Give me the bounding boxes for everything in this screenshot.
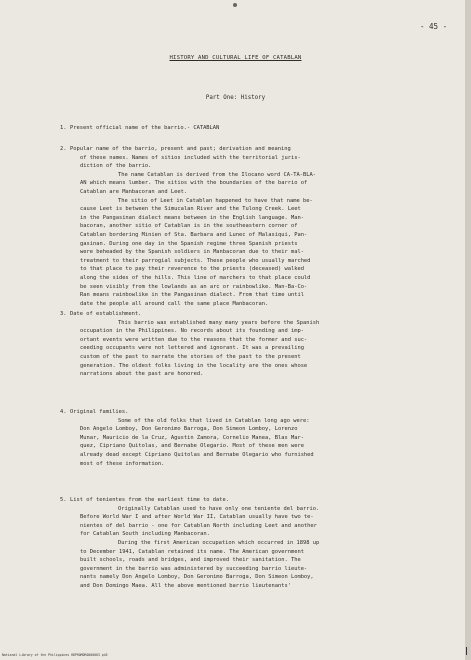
text-line: cause Leet is between the Simucalan River and the Tulong Creek. Leet	[80, 206, 301, 213]
section-heading: Present official name of the barrio.- CATABLAN	[70, 125, 220, 131]
text-line: were beheaded by the Spanish soldiers in Manbacoran due to their mal-	[80, 249, 304, 256]
section-3	[60, 310, 450, 379]
text-line: to December 1941, Catablan retained its name. The American government	[80, 548, 304, 555]
text-line: Catablan bordering Minien of Sta. Barbara and Lunec of Malasiqui, Pan-	[80, 231, 308, 238]
scan-edge-mark	[466, 647, 467, 655]
page-number: - 45 -	[420, 22, 448, 31]
archive-footer: National Library of the Philippines HDPROMDR0000003 p45	[2, 653, 108, 657]
text-line: to that place to pay their reverence to the priests (deceased) walked	[80, 266, 304, 273]
text-line: generation. The oldest folks living in the locality are the ones whose	[80, 362, 308, 369]
section-heading: Original families.	[70, 409, 129, 415]
text-line: Ran means rainbowlike in the Pangasinan dialect. From that time until	[80, 292, 304, 299]
text-line: Munar, Mauricio de la Cruz, Agustin Zamora, Cornelio Manea, Blas Mar-	[80, 434, 304, 441]
text-line: custom of the past to narrate the stories of the past to the present	[80, 353, 301, 360]
section-body	[60, 154, 450, 309]
text-line: for Catablan South including Manbacoran.	[80, 531, 210, 538]
text-line: bacoran, another sitio of Catablan is in the southeastern corner of	[80, 223, 298, 230]
section-number: 4.	[60, 409, 67, 415]
text-line: along the sides of the hills. This line of marchers to that place could	[80, 274, 311, 281]
text-line: During the first American occupation which occurred in 1898 up	[118, 539, 320, 546]
text-line: most of these information.	[80, 460, 165, 467]
text-line: AN which means lumber. The sitios with the boundaries of the barrio of	[80, 180, 308, 187]
section-heading: Date of establishment.	[70, 311, 142, 317]
text-line: occupation in the Philippines. No records about its founding and imp-	[80, 328, 304, 335]
section-heading: List of tenientes from the earliest time to date.	[70, 497, 230, 503]
text-line: ceeding occupants were not lettered and ignorant. It was a prevailing	[80, 345, 304, 352]
text-line: built schools, roads and bridges, and improved their sanitation. The	[80, 557, 301, 564]
text-line: The sitio of Leet in Catablan happened to have that name be-	[118, 197, 313, 204]
section-1	[60, 124, 450, 133]
text-line: treatment to their parrogial subjects. These people who usually marched	[80, 257, 311, 264]
section-body	[60, 505, 450, 591]
section-2	[60, 145, 450, 308]
text-line: gasinan. During one day in the Spanish regime three Spanish priests	[80, 240, 298, 247]
section-body	[60, 319, 450, 379]
text-line: The name Catablan is derived from the Ilocano word CA-TA-BLA-	[118, 171, 316, 178]
text-line: narrations about the past are honored.	[80, 371, 204, 378]
text-line: diction of the barrio.	[80, 163, 152, 170]
document-title: HISTORY AND CULTURAL LIFE OF CATABLAN	[169, 55, 302, 61]
section-number: 1.	[60, 125, 67, 131]
section-4	[60, 408, 450, 468]
text-line: ortant events were written due to the reasons that the former and suc-	[80, 336, 308, 343]
section-number: 3.	[60, 311, 67, 317]
text-line: already dead except Cipriano Quitolas and Bernabe Olegario who furnished	[80, 451, 314, 458]
text-line: quez, Cipriano Quitolas, and Bernabe Olegario. Most of these men were	[80, 443, 304, 450]
text-line: date the people all around call the same place Manbacoran.	[80, 300, 269, 307]
text-line: Originally Catablan used to have only one teniente del barrio.	[118, 505, 320, 512]
text-line: in the Pangasinan dialect means between in the English language. Man-	[80, 214, 304, 221]
text-line: and Don Domingo Maea. All the above mentioned barrio lieutenants'	[80, 582, 291, 589]
punch-hole	[233, 3, 237, 7]
document-subtitle: Part One: History	[205, 95, 266, 101]
text-line: Some of the old folks that lived in Catablan long ago were:	[118, 417, 310, 424]
text-line: nants namely Don Angelo Lomboy, Don Geronimo Barroga, Don Simeon Lomboy,	[80, 574, 314, 581]
text-line: Before World War I and after World War II, Catablan usually have two te-	[80, 514, 314, 521]
section-number: 2.	[60, 146, 67, 152]
section-heading: Popular name of the barrio, present and past; derivation and meaning	[70, 146, 291, 152]
text-line: nientes of del barrio - one for Catablan North including Leet and another	[80, 522, 317, 529]
section-5	[60, 496, 450, 591]
text-line: of these names. Names of sitios included with the territorial juris-	[80, 154, 301, 161]
text-line: This barrio was established many many years before the Spanish	[118, 319, 320, 326]
text-line: Don Angelo Lomboy, Don Geronimo Barroga, Don Simeon Lomboy, Lorenzo	[80, 426, 298, 433]
text-line: government in the barrio was administered by succeeding barrio lieute-	[80, 565, 308, 572]
text-line: Catablan are Manbacoran and Leet.	[80, 188, 188, 195]
section-body	[60, 417, 450, 469]
text-line: be seen visibly from the lowlands as an arc or rainbowlike. Man-Ba-Co-	[80, 283, 308, 290]
section-number: 5.	[60, 497, 67, 503]
